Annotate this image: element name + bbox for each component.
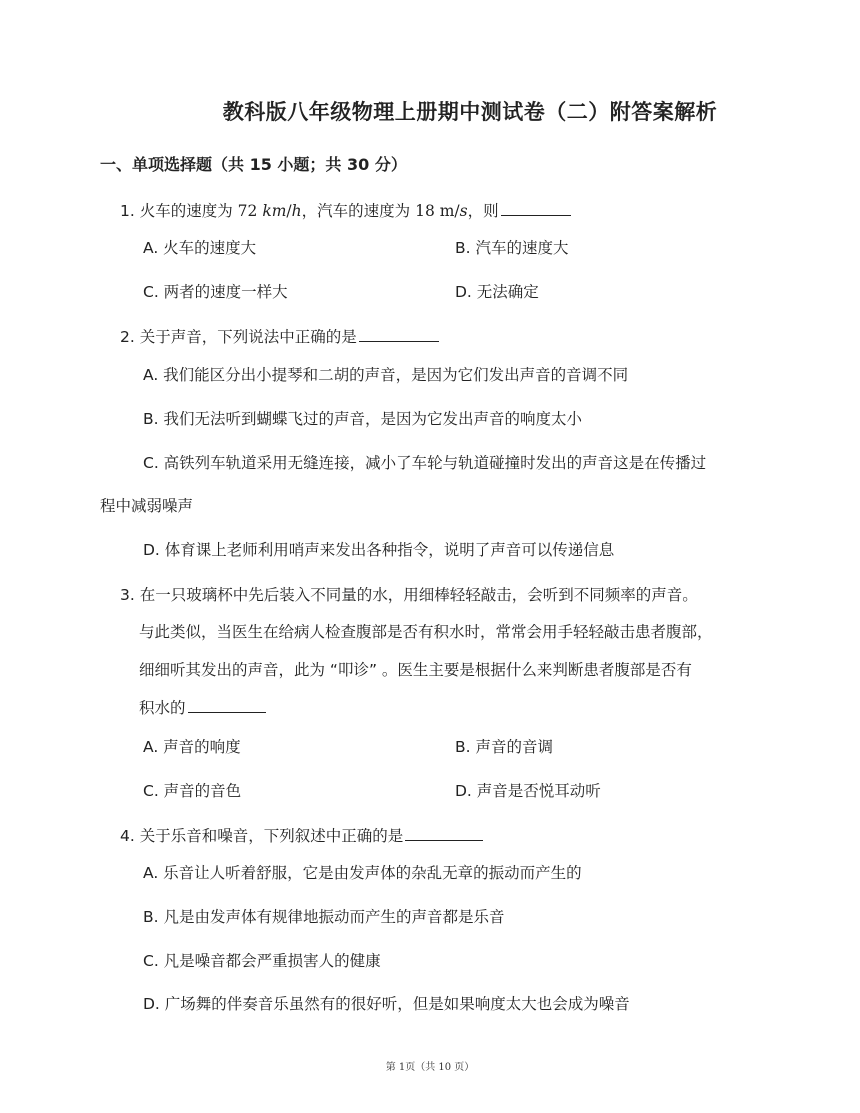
q3-stem-line-1: 3. 在一只玻璃杯中先后装入不同量的水，用细棒轻轻敲击，会听到不同频率的声音。 — [120, 586, 698, 604]
answer-blank — [405, 825, 483, 841]
q2-stem-text: 2. 关于声音，下列说法中正确的是 — [120, 328, 357, 346]
q3-stem-line-2: 与此类似，当医生在给病人检查腹部是否有积水时，常常会用手轻轻敲击患者腹部， — [139, 623, 713, 641]
q4-option-b: B. 凡是由发声体有规律地振动而产生的声音都是乐音 — [143, 908, 505, 926]
q2-option-c-continued: 程中减弱噪声 — [100, 497, 194, 515]
q3-option-d: D. 声音是否悦耳动听 — [455, 782, 601, 800]
q2-option-d: D. 体育课上老师利用哨声来发出各种指令，说明了声音可以传递信息 — [143, 541, 615, 559]
q1-option-b: B. 汽车的速度大 — [455, 239, 569, 257]
q4-stem-text: 4. 关于乐音和噪音，下列叙述中正确的是 — [120, 827, 404, 845]
question-4-stem — [120, 824, 483, 846]
question-1-stem — [120, 199, 571, 221]
q3-option-c: C. 声音的音色 — [143, 782, 242, 800]
q3-stem-line-3: 细细听其发出的声音，此为 “叩诊” 。医生主要是根据什么来判断患者腹部是否有 — [139, 661, 692, 679]
answer-blank — [188, 697, 266, 713]
answer-blank — [359, 326, 439, 342]
question-3-stem-end — [139, 696, 266, 718]
question-2-stem — [120, 325, 439, 347]
q1-option-a: A. 火车的速度大 — [143, 239, 257, 257]
q3-option-a: A. 声音的响度 — [143, 738, 241, 756]
q1-option-d: D. 无法确定 — [455, 283, 539, 301]
q1-stem-mid: ，汽车的速度为 — [301, 202, 416, 220]
section-heading: 一、单项选择题（共 15 小题；共 30 分） — [100, 155, 407, 174]
q1-stem-suffix: ，则 — [467, 202, 499, 220]
q4-option-c: C. 凡是噪音都会严重损害人的健康 — [143, 952, 381, 970]
q3-stem-line-4: 积水的 — [139, 699, 186, 717]
q1-stem-prefix: 1. 火车的速度为 — [120, 202, 238, 220]
q1-speed-train: 72 km/h — [237, 202, 302, 220]
answer-blank — [501, 200, 571, 216]
q2-option-b: B. 我们无法听到蝴蝶飞过的声音，是因为它发出声音的响度太小 — [143, 410, 582, 428]
q4-option-d: D. 广场舞的伴奏音乐虽然有的很好听，但是如果响度太大也会成为噪音 — [143, 995, 630, 1013]
q1-speed-car: 18 m/s — [415, 202, 468, 220]
document-title: 教科版八年级物理上册期中测试卷（二）附答案解析 — [222, 100, 718, 124]
q2-option-a: A. 我们能区分出小提琴和二胡的声音，是因为它们发出声音的音调不同 — [143, 366, 629, 384]
q4-option-a: A. 乐音让人听着舒服，它是由发声体的杂乱无章的振动而产生的 — [143, 864, 582, 882]
q3-option-b: B. 声音的音调 — [455, 738, 553, 756]
q2-option-c: C. 高铁列车轨道采用无缝连接，减小了车轮与轨道碰撞时发出的声音这是在传播过 — [143, 454, 707, 472]
q1-option-c: C. 两者的速度一样大 — [143, 283, 288, 301]
page-footer: 第 1页（共 10 页） — [385, 1062, 475, 1073]
